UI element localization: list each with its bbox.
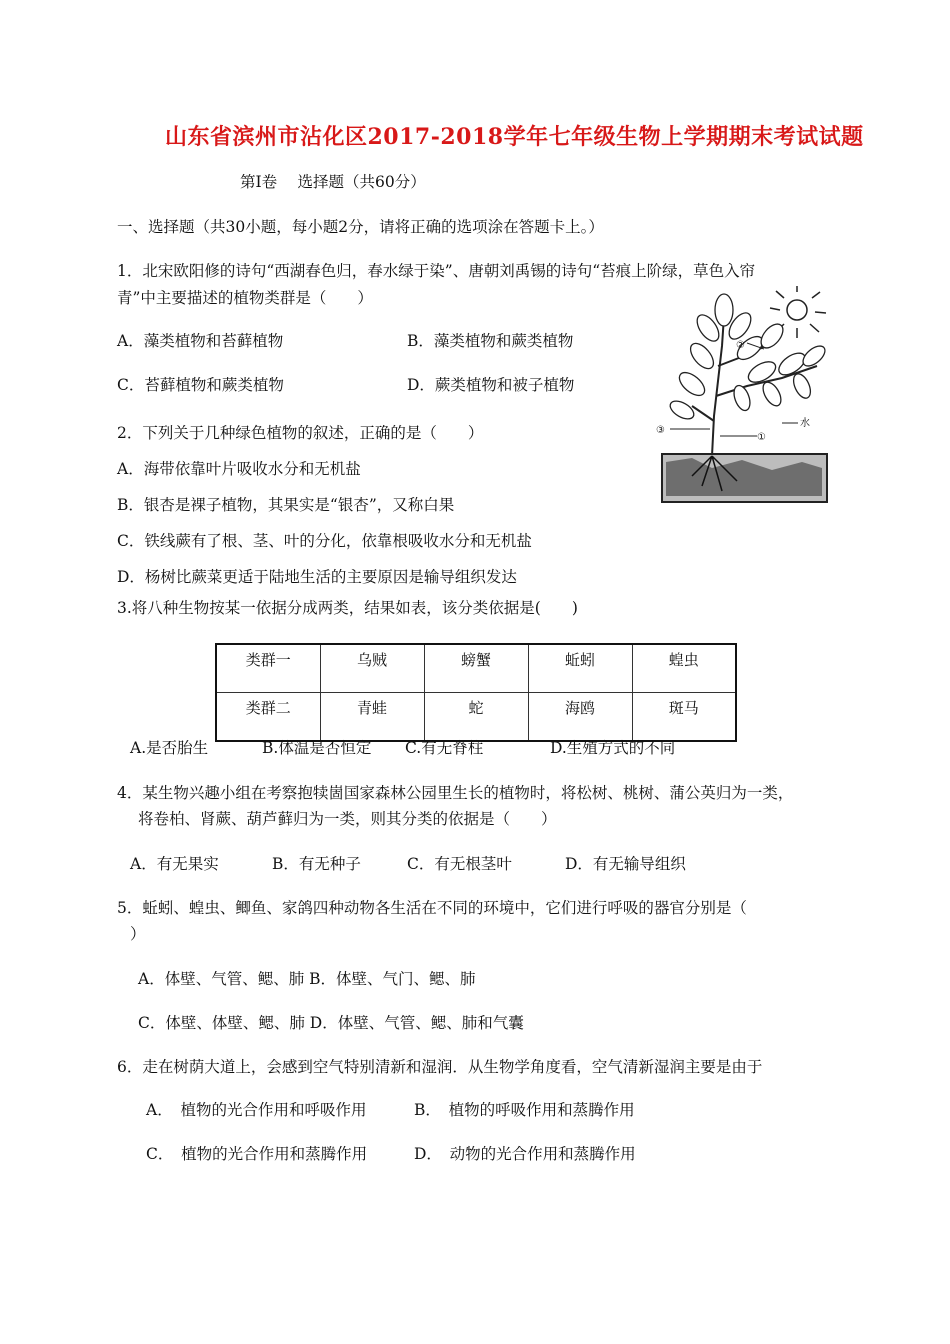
q1-option-d: D．蕨类植物和被子植物 (407, 376, 575, 394)
table-cell: 海鸥 (528, 693, 632, 742)
q4-stem-line2: 将卷柏、肾蕨、葫芦藓归为一类，则其分类的依据是（ ） (138, 810, 557, 828)
q2-option-b: B．银杏是裸子植物，其果实是“银杏”，又称白果 (117, 496, 455, 514)
q6-option-a: A． 植物的光合作用和呼吸作用 (146, 1101, 367, 1119)
q1-option-c: C．苔藓植物和蕨类植物 (117, 376, 284, 394)
plant-transpiration-figure (652, 286, 832, 508)
q6-option-c: C． 植物的光合作用和蒸腾作用 (146, 1145, 368, 1163)
q2-option-a: A．海带依靠叶片吸收水分和无机盐 (117, 460, 361, 478)
q2-stem: 2．下列关于几种绿色植物的叙述，正确的是（ ） (117, 424, 484, 442)
q2-option-c: C．铁线蕨有了根、茎、叶的分化，依靠根吸收水分和无机盐 (117, 532, 532, 550)
soil-block (662, 454, 827, 502)
q5-options-ab: A．体壁、气管、鳃、肺 B．体壁、气门、鳃、肺 (138, 970, 476, 988)
q5-stem-line2: ） (130, 925, 146, 943)
table-row (216, 644, 736, 693)
q1-option-b: B．藻类植物和蕨类植物 (407, 332, 574, 350)
part-intro: 一、选择题（共30小题，每小题2分，请将正确的选项涂在答题卡上。） (117, 218, 604, 236)
marker-3: ③ (656, 425, 665, 436)
table-cell: 螃蟹 (424, 644, 528, 693)
q6-option-b: B． 植物的呼吸作用和蒸腾作用 (414, 1101, 635, 1119)
q5-options-cd: C．体壁、体壁、鳃、肺 D．体壁、气管、鳃、肺和气囊 (138, 1014, 524, 1032)
table-cell: 蛇 (424, 693, 528, 742)
q6-option-d: D． 动物的光合作用和蒸腾作用 (414, 1145, 636, 1163)
exam-title: 山东省滨州市沾化区2017-2018学年七年级生物上学期期末考试试题 (165, 124, 864, 150)
q4-option-a: A．有无果实 (130, 855, 219, 873)
q1-stem-line2: 青”中主要描述的植物类群是（ ） (117, 289, 373, 307)
table-cell: 青蛙 (320, 693, 424, 742)
q4-option-b: B．有无种子 (272, 855, 361, 873)
plant-leaves (667, 294, 828, 423)
q3-option-a: A.是否胎生 (130, 739, 209, 757)
q1-stem-line1: 1．北宋欧阳修的诗句“西湖春色归，春水绿于染”、唐朝刘禹锡的诗句“苔痕上阶绿，草色入帘 (117, 262, 756, 280)
q3-stem: 3.将八种生物按某一依据分成两类，结果如表，该分类依据是( ) (117, 599, 578, 617)
table-cell: 类群一 (216, 644, 320, 693)
water-label: 水 (800, 418, 810, 429)
q4-option-c: C．有无根茎叶 (407, 855, 512, 873)
q5-stem-line1: 5．蚯蚓、蝗虫、鲫鱼、家鸽四种动物各生活在不同的环境中，它们进行呼吸的器官分别是（ (117, 899, 747, 917)
q3-option-b: B.体温是否恒定 (262, 739, 372, 757)
q3-option-d: D.生殖方式的不同 (550, 739, 676, 757)
table-cell: 蝗虫 (632, 644, 736, 693)
q4-stem-line1: 4．某生物兴趣小组在考察抱犊崮国家森林公园里生长的植物时，将松树、桃树、蒲公英归为一类， (117, 784, 794, 802)
q6-stem: 6．走在树荫大道上，会感到空气特别清新和湿润．从生物学角度看，空气清新湿润主要是由于 (117, 1058, 763, 1076)
marker-2: ② (736, 340, 745, 351)
marker-1: ① (757, 432, 766, 443)
table-cell: 乌贼 (320, 644, 424, 693)
section-heading: 第Ⅰ卷 选择题（共60分） (240, 173, 426, 191)
table-cell: 蚯蚓 (528, 644, 632, 693)
table-cell: 类群二 (216, 693, 320, 742)
q2-option-d: D．杨树比蕨菜更适于陆地生活的主要原因是输导组织发达 (117, 568, 517, 586)
q3-option-c: C.有无脊柱 (405, 739, 484, 757)
classification-table (215, 643, 737, 742)
table-cell: 斑马 (632, 693, 736, 742)
q1-option-a: A．藻类植物和苔藓植物 (117, 332, 284, 350)
table-row (216, 693, 736, 742)
q4-option-d: D．有无输导组织 (565, 855, 686, 873)
